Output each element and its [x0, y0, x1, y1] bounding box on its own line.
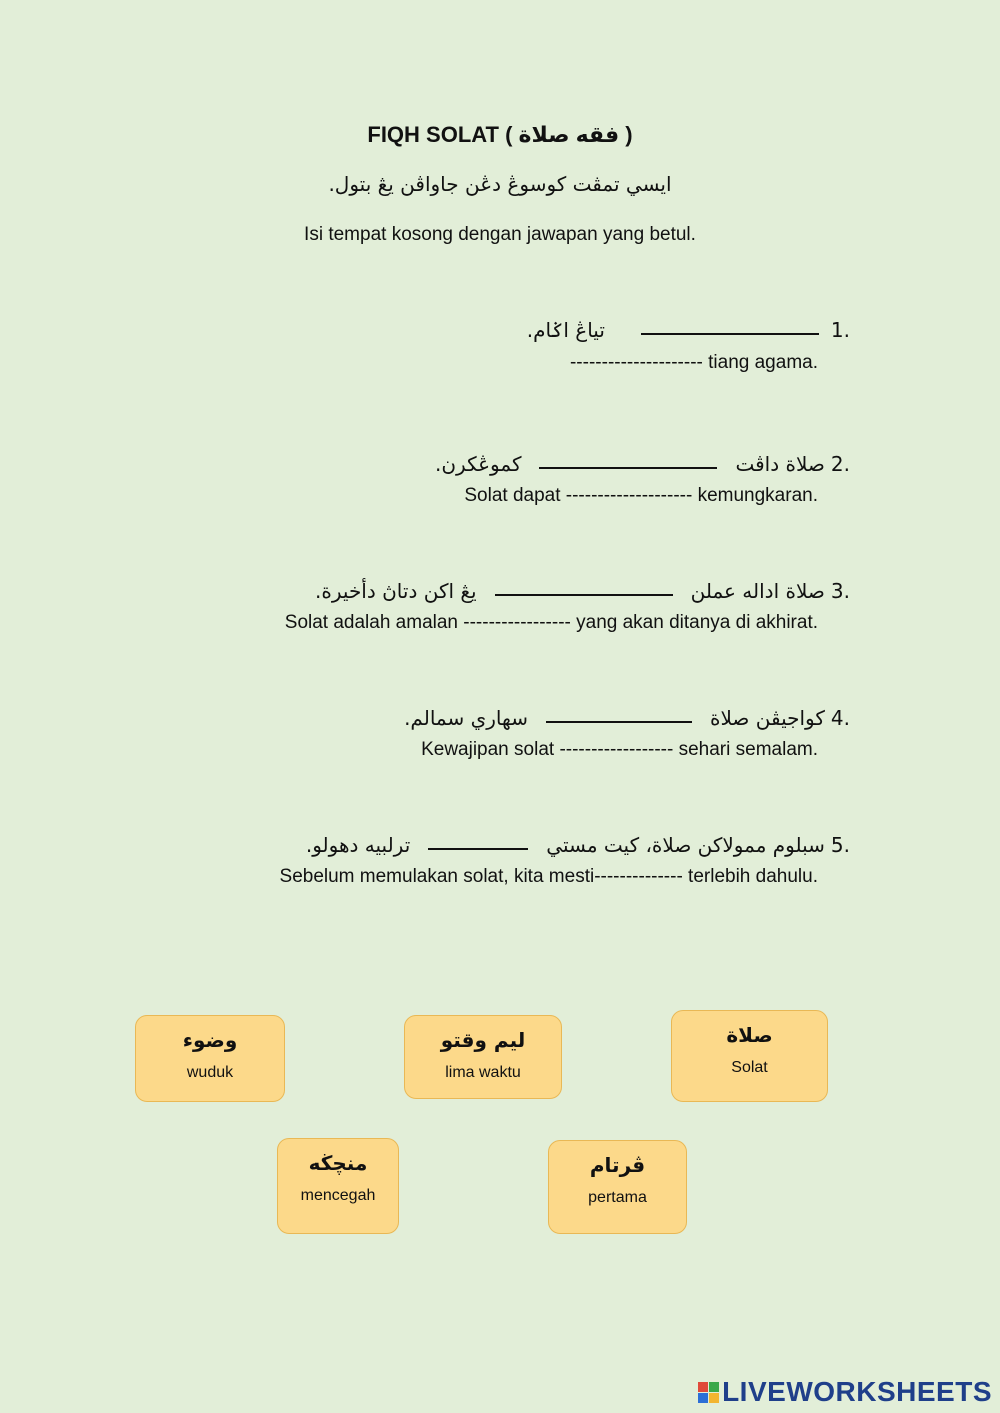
- page-title: FIQH SOLAT ( فقه صلاة ): [367, 122, 633, 147]
- question-text-before: كواجيڤن صلاة: [710, 706, 825, 730]
- question-2-malay: Solat dapat -------------------- kemungkaran.: [464, 485, 818, 506]
- instruction-arabic: ايسي تمڤت كوسوڠ دڠن جاواڤن يڠ بتول.: [328, 172, 672, 196]
- question-4-arabic: [404, 706, 850, 730]
- logo-square: [709, 1393, 719, 1403]
- logo-square: [709, 1382, 719, 1392]
- question-2-arabic: [435, 452, 850, 476]
- logo-square: [698, 1393, 708, 1403]
- logo-square: [698, 1382, 708, 1392]
- question-text-after: كموڠكرن.: [435, 452, 522, 476]
- answer-blank-4[interactable]: [546, 721, 692, 723]
- answer-blank-5[interactable]: [428, 848, 528, 850]
- answer-blank-3[interactable]: [495, 594, 673, 596]
- card-malay: mencegah: [300, 1187, 376, 1204]
- question-3-malay: Solat adalah amalan ----------------- yang akan ditanya di akhirat.: [284, 612, 818, 633]
- question-3-arabic: [315, 579, 850, 603]
- card-arabic: منچڬه: [308, 1151, 368, 1175]
- question-text-before: صلاة اداله عملن: [690, 579, 825, 603]
- answer-card-mencegah[interactable]: [277, 1138, 399, 1234]
- question-4-malay: Kewajipan solat ------------------ sehari semalam.: [421, 739, 818, 760]
- question-text-after: يڠ اكن دتاڽ دأخيرة.: [315, 579, 477, 603]
- logo-text: LIVEWORKSHEETS: [722, 1376, 992, 1407]
- question-number: 4.: [830, 706, 850, 730]
- card-malay: wuduk: [186, 1064, 234, 1081]
- answer-card-wuduk[interactable]: [135, 1015, 285, 1102]
- question-5-arabic: [306, 833, 850, 857]
- answer-blank-2[interactable]: [539, 467, 717, 469]
- instruction-malay: Isi tempat kosong dengan jawapan yang betul.: [304, 224, 696, 245]
- question-1-malay: --------------------- tiang agama.: [569, 352, 818, 373]
- question-1-arabic: [527, 318, 850, 342]
- card-malay: Solat: [731, 1059, 768, 1076]
- logo-mark-icon: [698, 1382, 719, 1403]
- question-number: 1.: [830, 318, 850, 342]
- card-malay: pertama: [588, 1189, 647, 1206]
- card-arabic: ڤرتام: [589, 1153, 646, 1177]
- answer-card-solat[interactable]: [671, 1010, 828, 1102]
- question-text-after: ترلبيه دهولو.: [305, 833, 411, 857]
- answer-blank-1[interactable]: [641, 333, 819, 335]
- question-number: 3.: [830, 579, 850, 603]
- question-number: 2.: [830, 452, 850, 476]
- answer-card-lima-waktu[interactable]: [404, 1015, 562, 1099]
- card-arabic: وضوء: [182, 1028, 238, 1052]
- card-arabic: صلاة: [726, 1023, 773, 1047]
- question-5-malay: Sebelum memulakan solat, kita mesti-------------- terlebih dahulu.: [279, 866, 818, 887]
- question-text-after: تياڠ اݢام.: [526, 318, 605, 342]
- card-arabic: ليم وقتو: [440, 1028, 526, 1052]
- question-text-before: سبلوم ممولاكن صلاة، كيت مستي: [546, 833, 825, 857]
- question-text-after: سهاري سمالم.: [404, 706, 528, 730]
- question-number: 5.: [830, 833, 850, 857]
- liveworksheets-logo: [698, 1376, 992, 1408]
- question-text-before: صلاة داڤت: [735, 452, 825, 476]
- answer-card-pertama[interactable]: [548, 1140, 687, 1234]
- card-malay: lima waktu: [445, 1064, 521, 1081]
